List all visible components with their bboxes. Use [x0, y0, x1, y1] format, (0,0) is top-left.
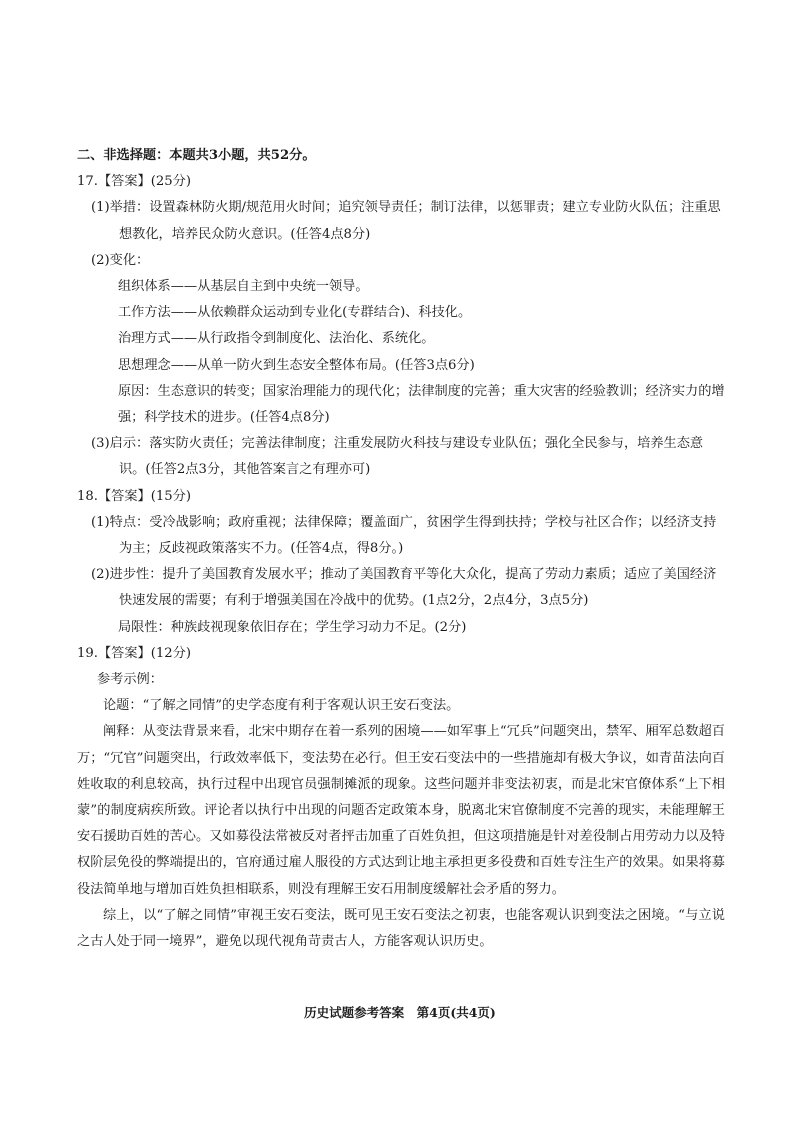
section-title: 二、非选择题：本题共3小题，共52分。 — [77, 148, 316, 163]
q17-change-item: 思想理念——从单一防火到生态安全整体布局。(任答3点6分) — [118, 357, 475, 373]
q17-header: 17.【答案】(25分) — [77, 174, 191, 190]
page-footer: 历史试题参考答案 第4页(共4页) — [304, 1005, 496, 1020]
q19-header: 19.【答案】(12分) — [77, 645, 191, 661]
q19-body: 阐释：从变法背景来看，北宋中期存在着一系列的困境——如军事上“冗兵”问题突出，禁军、厢军总数超百万；“冗官”问题突出，行政效率低下，变法势在必行。但王安石变法中的一些措施却有极大争议，如青苗法向百姓收取的利息较高，执行过程中出现官员强制摊派的现象。这些问题并非变法初衷，而是北宋官僚体系“上下相蒙”的制度病疾所致。评论者以执行中出现的问题否定政策本身，脱离北宋官僚制度不完善的现实，未能理解王安石援助百姓的苦心。又如募役法常被反对者抨击加重了百姓负担，但这项措施是针对差役制占用劳动力以及特权阶层免役的弊端提出的，官府通过雇人服役的方式达到让地主承担更多役费和百姓专注生产的效果。如果将募役法简单地与增加百姓负担相联系，则没有理解王安石用制度缓解社会矛盾的努力。 — [77, 724, 725, 897]
q17-change-item: 工作方法——从依赖群众运动到专业化(专群结合)、科技化。 — [118, 305, 472, 321]
q17-part3: (3)启示：落实防火责任；完善法律制度；注重发展防火科技与建设专业队伍；强化全民参与，培养生态意识。(任答2点3分，其他答案言之有理亦可) — [91, 436, 704, 478]
q18-header: 18.【答案】(15分) — [77, 488, 191, 504]
q17-reason: 原因：生态意识的转变；国家治理能力的现代化；法律制度的完善；重大灾害的经验教训；经济实力的增强；科学技术的进步。(任答4点8分) — [118, 383, 725, 426]
q18-part1: (1)特点：受冷战影响；政府重视；法律保障；覆盖面广，贫困学生得到扶持；学校与社区合作；以经济支持为主；反歧视政策落实不力。(任答4点，得8分。) — [91, 514, 717, 557]
q19-example-label: 参考示例： — [97, 672, 163, 688]
q17-part1: (1)举措：设置森林防火期/规范用火时间；追究领导责任；制订法律，以惩罪责；建立专业防火队伍；注重思想教化，培养民众防火意识。(任答4点8分) — [91, 200, 721, 242]
q17-change-item: 治理方式——从行政指令到制度化、法治化、系统化。 — [118, 331, 435, 347]
q18-part2: (2)进步性：提升了美国教育发展水平；推动了美国教育平等化大众化，提高了劳动力素质；适应了美国经济快速发展的需要；有利于增强美国在冷战中的优势。(1点2分，2点4分，3点5分) — [91, 567, 717, 609]
q19-thesis: 论题：“了解之同情”的史学态度有利于客观认识王安石变法。 — [103, 698, 460, 714]
q19-conclusion: 综上，以“了解之同情”审视王安石变法，既可见王安石变法之初衷，也能客观认识到变法之困境。“与立说之古人处于同一境界”，避免以现代视角苛责古人，方能客观认识历史。 — [77, 907, 725, 950]
q18-limitation: 局限性：种族歧视现象依旧存在；学生学习动力不足。(2分) — [118, 619, 467, 635]
answer-content — [77, 143, 725, 955]
q17-part2-label: (2)变化： — [91, 252, 150, 268]
q17-change-item: 组织体系——从基层自主到中央统一领导。 — [118, 279, 369, 295]
